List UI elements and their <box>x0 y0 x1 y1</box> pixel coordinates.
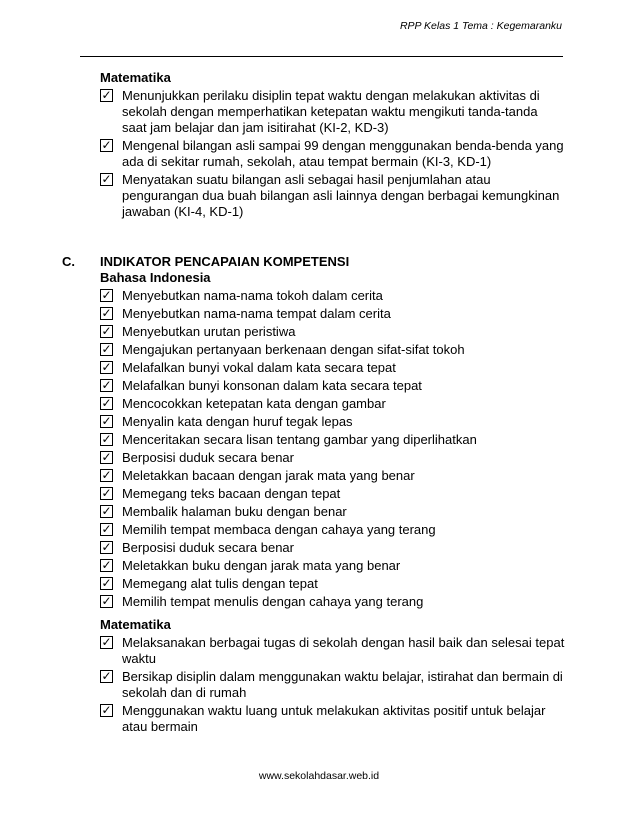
checked-box-icon: ✓ <box>101 138 112 152</box>
checked-box-icon: ✓ <box>101 324 112 338</box>
checklist-item <box>100 414 565 430</box>
checked-box-icon: ✓ <box>101 378 112 392</box>
checked-box-icon: ✓ <box>101 414 112 428</box>
checklist-item <box>100 88 565 136</box>
checklist-item-text: Melafalkan bunyi konsonan dalam kata secara tepat <box>122 378 422 393</box>
matematika-top-list <box>100 88 565 220</box>
checklist-item <box>100 576 565 592</box>
checked-box-icon: ✓ <box>101 522 112 536</box>
checklist-item <box>100 360 565 376</box>
checklist-item-text: Mengajukan pertanyaan berkenaan dengan sifat-sifat tokoh <box>122 342 465 357</box>
checklist-item <box>100 468 565 484</box>
checked-box-icon: ✓ <box>101 396 112 410</box>
checklist-item-text: Meletakkan bacaan dengan jarak mata yang benar <box>122 468 415 483</box>
checked-box-icon: ✓ <box>101 558 112 572</box>
checklist-item <box>100 306 565 322</box>
checklist-item <box>100 504 565 520</box>
checked-box-icon: ✓ <box>101 306 112 320</box>
checklist-item <box>100 486 565 502</box>
checklist-item-text: Menggunakan waktu luang untuk melakukan aktivitas positif untuk belajar atau bermain <box>122 703 546 734</box>
checked-box-icon: ✓ <box>101 342 112 356</box>
page-header: RPP Kelas 1 Tema : Kegemaranku <box>399 20 562 32</box>
matematika-top-title: Matematika <box>100 70 171 85</box>
checklist-item <box>100 432 565 448</box>
checklist-item <box>100 703 565 735</box>
page-footer: www.sekolahdasar.web.id <box>258 770 380 782</box>
checklist-item <box>100 396 565 412</box>
bahasa-indonesia-title: Bahasa Indonesia <box>100 270 211 285</box>
checklist-item <box>100 138 565 170</box>
matematika-bottom-list <box>100 635 565 735</box>
matematika-bottom-title: Matematika <box>100 617 171 632</box>
checklist-item-text: Memegang alat tulis dengan tepat <box>122 576 318 591</box>
checklist-item-text: Menyebutkan nama-nama tempat dalam cerita <box>122 306 391 321</box>
checked-box-icon: ✓ <box>101 703 112 717</box>
section-title: INDIKATOR PENCAPAIAN KOMPETENSI <box>100 254 350 269</box>
bahasa-indonesia-block <box>100 270 565 612</box>
checklist-item-text: Melaksanakan berbagai tugas di sekolah dengan hasil baik dan selesai tepat waktu <box>122 635 565 666</box>
checklist-item-text: Membalik halaman buku dengan benar <box>122 504 347 519</box>
checklist-item <box>100 288 565 304</box>
checklist-item <box>100 594 565 610</box>
checked-box-icon: ✓ <box>101 360 112 374</box>
checked-box-icon: ✓ <box>101 468 112 482</box>
checklist-item-text: Mengenal bilangan asli sampai 99 dengan menggunakan benda-benda yang ada di sekitar rumah, sekolah, atau tempat bermain (KI-3, KD-1) <box>122 138 564 169</box>
checklist-item <box>100 172 565 220</box>
checklist-item-text: Berposisi duduk secara benar <box>122 540 294 555</box>
checklist-item <box>100 342 565 358</box>
checked-box-icon: ✓ <box>101 540 112 554</box>
checklist-item-text: Menunjukkan perilaku disiplin tepat waktu dengan melakukan aktivitas di sekolah dengan memperhatikan ketepatan waktu mengikuti tanda-tanda saat jam belajar dan jam isitirahat (KI-2, KD-3) <box>122 88 540 135</box>
checklist-item <box>100 540 565 556</box>
checklist-item <box>100 450 565 466</box>
checked-box-icon: ✓ <box>101 88 112 102</box>
checklist-item-text: Memilih tempat menulis dengan cahaya yang terang <box>122 594 424 609</box>
checked-box-icon: ✓ <box>101 432 112 446</box>
checklist-item-text: Bersikap disiplin dalam menggunakan waktu belajar, istirahat dan bermain di sekolah dan di rumah <box>122 669 563 700</box>
checklist-item-text: Meletakkan buku dengan jarak mata yang benar <box>122 558 401 573</box>
checklist-item <box>100 558 565 574</box>
checklist-item-text: Mencocokkan ketepatan kata dengan gambar <box>122 396 386 411</box>
checklist-item-text: Memilih tempat membaca dengan cahaya yang terang <box>122 522 436 537</box>
checklist-item <box>100 635 565 667</box>
checked-box-icon: ✓ <box>101 504 112 518</box>
checklist-item-text: Menyebutkan urutan peristiwa <box>122 324 296 339</box>
checked-box-icon: ✓ <box>101 486 112 500</box>
checklist-item <box>100 378 565 394</box>
checklist-item-text: Melafalkan bunyi vokal dalam kata secara tepat <box>122 360 396 375</box>
checked-box-icon: ✓ <box>101 450 112 464</box>
checklist-item-text: Menceritakan secara lisan tentang gambar yang diperlihatkan <box>122 432 477 447</box>
checked-box-icon: ✓ <box>101 288 112 302</box>
section-c-heading <box>62 254 562 270</box>
section-letter: C. <box>62 254 75 269</box>
checked-box-icon: ✓ <box>101 172 112 186</box>
checklist-item-text: Menyatakan suatu bilangan asli sebagai hasil penjumlahan atau pengurangan dua buah bilangan asli lainnya dengan berbagai kemungkinan jawaban (KI-4, KD-1) <box>122 172 560 219</box>
checked-box-icon: ✓ <box>101 669 112 683</box>
checklist-item <box>100 324 565 340</box>
checklist-item-text: Menyalin kata dengan huruf tegak lepas <box>122 414 353 429</box>
checklist-item <box>100 669 565 701</box>
checked-box-icon: ✓ <box>101 594 112 608</box>
matematika-top-block <box>100 70 565 222</box>
checklist-item-text: Menyebutkan nama-nama tokoh dalam cerita <box>122 288 383 303</box>
checked-box-icon: ✓ <box>101 635 112 649</box>
checklist-item-text: Berposisi duduk secara benar <box>122 450 294 465</box>
checklist-item <box>100 522 565 538</box>
matematika-bottom-block <box>100 617 565 737</box>
bahasa-indonesia-list <box>100 288 565 610</box>
checked-box-icon: ✓ <box>101 576 112 590</box>
checklist-item-text: Memegang teks bacaan dengan tepat <box>122 486 341 501</box>
header-rule <box>80 56 563 57</box>
